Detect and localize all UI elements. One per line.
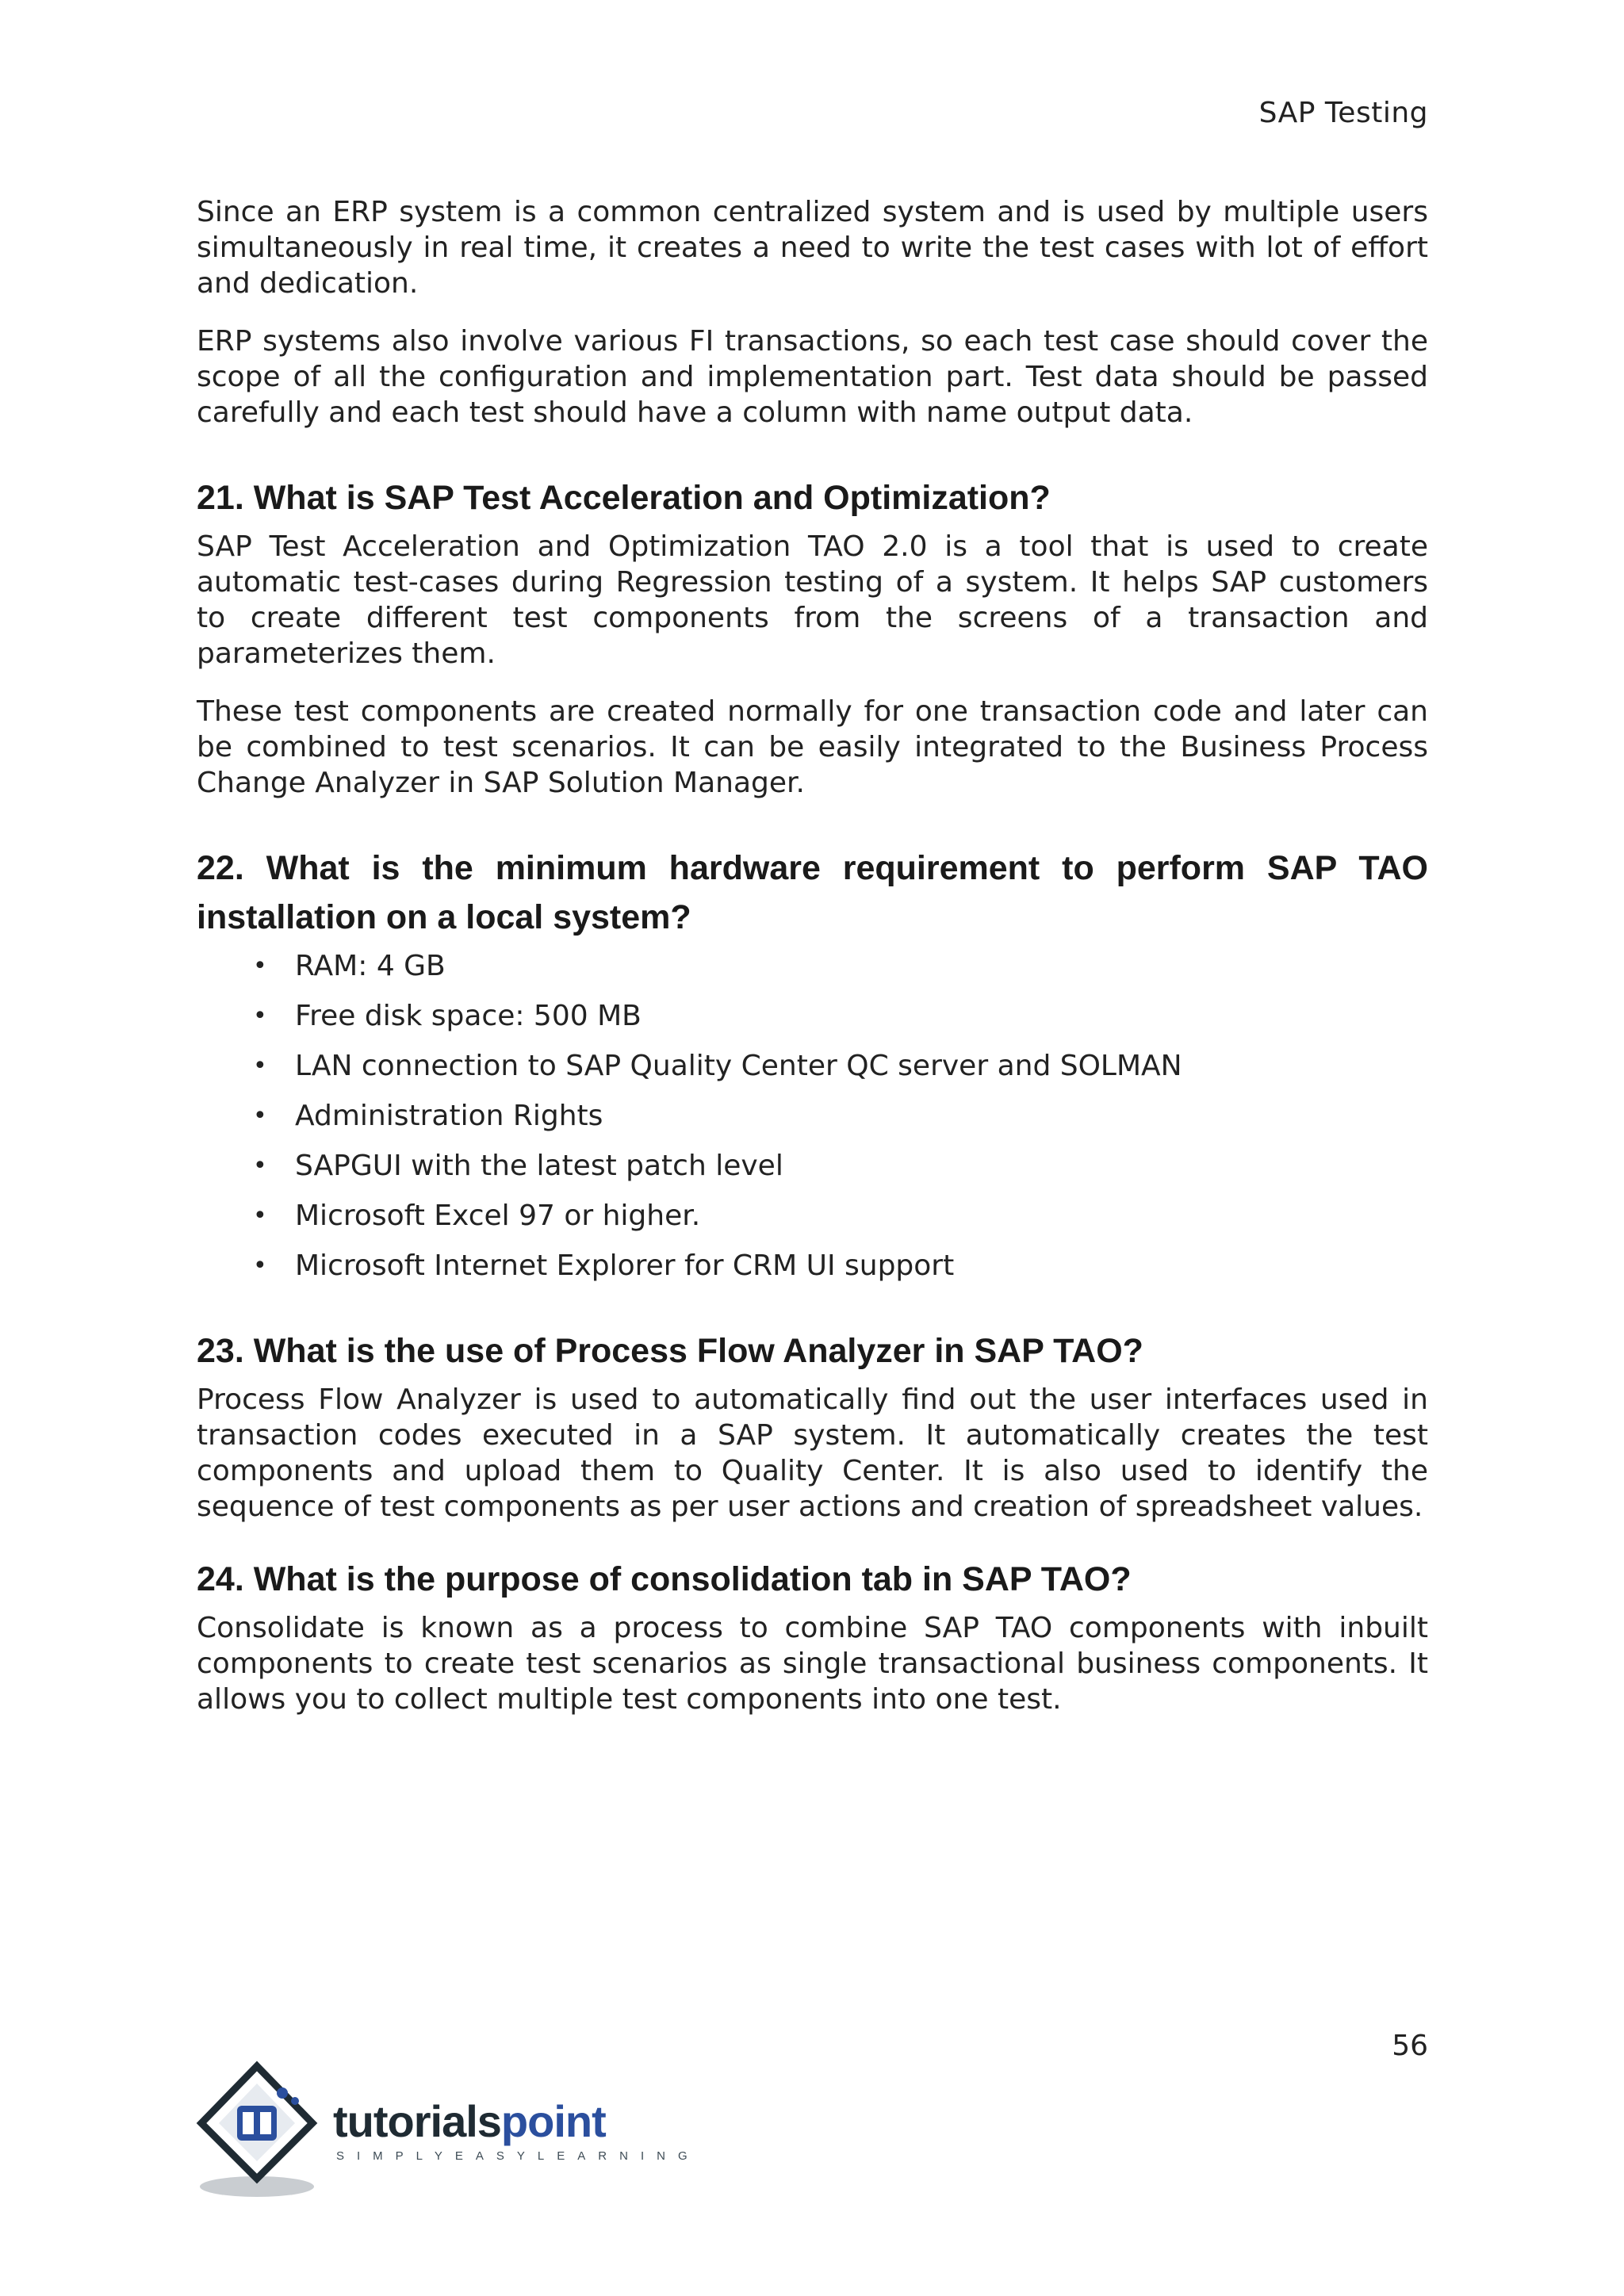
list-item: • RAM: 4 GB (253, 950, 446, 982)
running-header: SAP Testing (1258, 97, 1428, 129)
bullet-icon: • (253, 1052, 267, 1080)
question-23-paragraph-1: Process Flow Analyzer is used to automatically find out the user interfaces used in transaction codes executed in a SAP system. It automatically creates the test components and upload them to Quality Center. It is also used to identify the sequence of test components as per user actions and creation of spreadsheet values. (197, 1383, 1428, 1523)
intro-paragraph-2: ERP systems also involve various FI transactions, so each test case should cover the scope of all the configuration and implementation part. Test data should be passed carefully and each test should have a column with name output data. (197, 325, 1428, 429)
list-item: • Free disk space: 500 MB (253, 1000, 642, 1032)
bullet-icon: • (253, 1152, 267, 1180)
bullet-icon: • (253, 1002, 267, 1030)
bullet-icon: • (253, 1202, 267, 1230)
hardware-requirements-list (197, 948, 1428, 1284)
tutorialspoint-logo (193, 2060, 700, 2201)
question-24-paragraph-1: Consolidate is known as a process to combine SAP TAO components with inbuilt components to create test scenarios as single transactional business components. It allows you to collect multiple test components into one test. (197, 1612, 1428, 1716)
question-23-heading: 23. What is the use of Process Flow Analyzer in SAP TAO? (197, 1332, 1143, 1370)
page-content (197, 194, 1428, 1739)
question-22-heading: 22. What is the minimum hardware requirement to perform SAP TAO installation on a local system? (197, 849, 1428, 936)
logo-diamond-icon (193, 2060, 336, 2201)
bullet-icon: • (253, 952, 267, 980)
intro-paragraph-1: Since an ERP system is a common centralized system and is used by multiple users simultaneously in real time, it creates a need to write the test cases with lot of effort and dedication. (197, 196, 1428, 300)
list-item: • SAPGUI with the latest patch level (253, 1150, 783, 1182)
bullet-icon: • (253, 1252, 267, 1280)
list-item: • Administration Rights (253, 1100, 603, 1132)
logo-tagline: SIMPLYEASYLEARNING (336, 2149, 700, 2163)
list-item: • LAN connection to SAP Quality Center QC server and SOLMAN (253, 1050, 1182, 1082)
logo-wordmark: tutorialspoint (333, 2096, 606, 2146)
question-21-paragraph-1: SAP Test Acceleration and Optimization TAO 2.0 is a tool that is used to create automatic test-cases during Regression testing of a system. It helps SAP customers to create different test components from the screens of a transaction and parameterizes them. (197, 530, 1428, 670)
bullet-icon: • (253, 1102, 267, 1130)
list-item: • Microsoft Excel 97 or higher. (253, 1200, 701, 1232)
question-24-heading: 24. What is the purpose of consolidation tab in SAP TAO? (197, 1560, 1132, 1598)
question-21-heading: 21. What is SAP Test Acceleration and Optimization? (197, 479, 1051, 517)
page-number: 56 (1392, 2030, 1428, 2062)
list-item: • Microsoft Internet Explorer for CRM UI support (253, 1249, 955, 1282)
question-21-paragraph-2: These test components are created normally for one transaction code and later can be combined to test scenarios. It can be easily integrated to the Business Process Change Analyzer in SAP Solution Manager. (197, 695, 1428, 799)
